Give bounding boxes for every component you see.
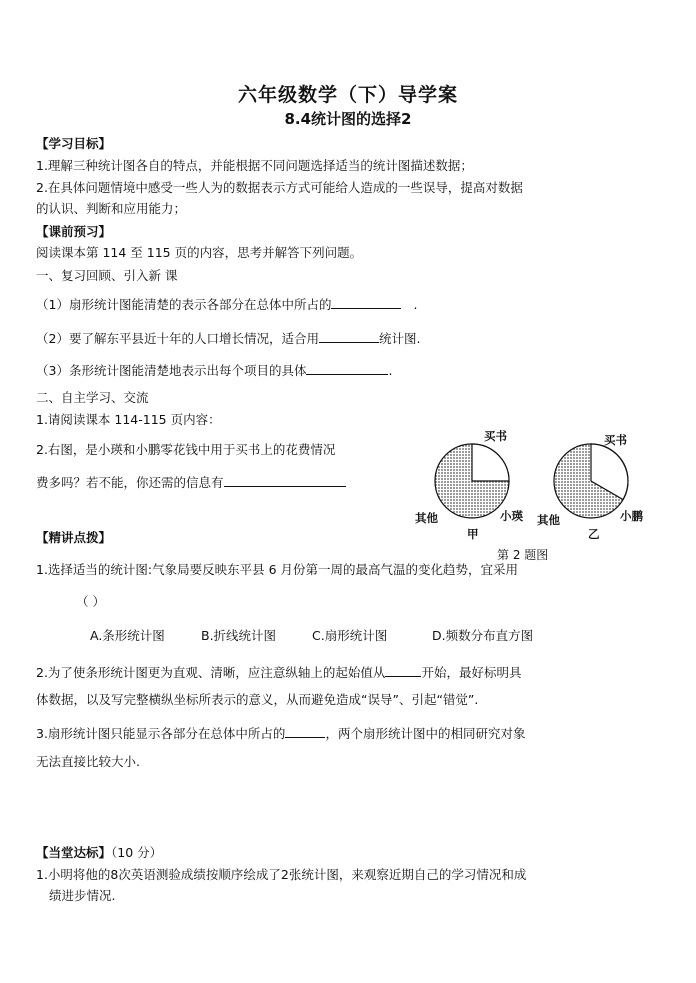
pie-jia-slice-books: [472, 444, 509, 481]
lecture-question-2-line-1: [36, 662, 521, 681]
pie-jia: [435, 444, 509, 518]
goals-item-2: 2.在具体问题情境中感受一些人为的数据表示方式可能给人造成的一些误导，提高对数据: [36, 180, 523, 195]
lq3-suffix: ，两个扇形统计图中的相同研究对象: [325, 726, 526, 741]
test-question-1-line-1: 1.小明将他的8次英语测验成绩按顺序绘成了2张统计图，来观察近期自己的学习情况和成: [36, 867, 527, 882]
pie-jia-label-other: 其他: [415, 511, 438, 525]
lq3-blank[interactable]: [285, 723, 325, 738]
lq3-text: 3.扇形统计图只能显示各部分在总体中所占的: [36, 726, 286, 741]
test-question-1-line-2: 绩进步情况.: [49, 888, 116, 903]
pie-yi-label-books: 买书: [604, 433, 627, 447]
test-points: （10 分）: [111, 845, 163, 860]
lecture-question-1-paren: （ ）: [76, 594, 105, 609]
test-header: [36, 843, 162, 861]
q2-suffix: 统计图.: [378, 331, 421, 346]
lecture-question-2-line-2: 体数据，以及写完整横纵坐标所表示的意义，从而避免造成“误导”、引起“错觉”.: [36, 692, 479, 707]
option-d[interactable]: D.频数分布直方图: [432, 628, 534, 643]
option-b[interactable]: B.折线统计图: [201, 628, 277, 643]
preview-section-2: 二、自主学习、交流: [36, 390, 149, 405]
lecture-question-3-line-2: 无法直接比较大小.: [36, 754, 140, 769]
option-c[interactable]: C.扇形统计图: [312, 628, 388, 643]
preview-question-1: [36, 294, 417, 313]
s2-item2-text: 费多吗？若不能，你还需的信息有: [36, 475, 224, 490]
pie-jia-label-id: 甲: [467, 527, 479, 541]
q3-blank[interactable]: [306, 360, 388, 375]
preview-intro: 阅读课本第 114 至 115 页的内容，思考并解答下列问题。: [36, 245, 363, 260]
lq2-blank[interactable]: [385, 662, 421, 677]
section-2-item-2-line-1: 2.右图，是小瑛和小鹏零花钱中用于买书上的花费情况: [36, 442, 336, 457]
s2-item2-blank[interactable]: [224, 472, 346, 487]
goals-item-3: 的认识、判断和应用能力；: [36, 201, 187, 216]
section-2-item-2-line-2: [36, 472, 346, 491]
pie-yi-label-id: 乙: [588, 527, 600, 541]
pie-jia-label-books: 买书: [484, 429, 507, 443]
option-a[interactable]: A.条形统计图: [90, 628, 165, 643]
pie-yi-label-other: 其他: [537, 513, 560, 527]
pie-jia-label-name: 小瑛: [500, 509, 523, 523]
goals-header: 【学习目标】: [36, 136, 112, 151]
q3-text: （3）条形统计图能清楚地表示出每个项目的具体: [36, 363, 307, 378]
lq2-text: 2.为了使条形统计图更为直观、清晰，应注意纵轴上的起始值从: [36, 665, 386, 680]
figure-caption: 第 2 题图: [497, 548, 549, 562]
q2-blank[interactable]: [319, 328, 379, 343]
preview-header: 【课前预习】: [36, 224, 112, 239]
lecture-question-3-line-1: [36, 723, 525, 742]
goals-item-1: 1.理解三种统计图各自的特点，并能根据不同问题选择适当的统计图描述数据；: [36, 158, 473, 173]
pie-yi-label-name: 小鹏: [620, 509, 643, 523]
section-2-item-1: 1.请阅读课本 114-115 页内容：: [36, 412, 221, 427]
preview-question-3: [36, 360, 392, 379]
preview-section-1: 一、复习回顾、引入新 课: [36, 268, 178, 283]
test-header-label: 【当堂达标】: [36, 845, 112, 860]
page-title: 六年级数学（下）导学案: [237, 84, 458, 106]
q2-text: （2）要了解东平县近十年的人口增长情况，适合用: [36, 331, 319, 346]
q1-blank[interactable]: [331, 294, 401, 309]
q1-text: （1）扇形统计图能清楚的表示各部分在总体中所占的: [36, 297, 332, 312]
lecture-question-1: 1.选择适当的统计图:气象局要反映东平县 6 月份第一周的最高气温的变化趋势，宜采用: [36, 562, 519, 577]
lq2-suffix: 开始，最好标明具: [421, 665, 522, 680]
pie-yi: [554, 444, 628, 518]
q1-period: .: [413, 297, 418, 312]
page-subtitle: 8.4统计图的选择2: [284, 110, 412, 128]
q3-period: .: [388, 363, 393, 378]
lecture-header: 【精讲点拨】: [36, 530, 112, 545]
preview-question-2: [36, 328, 420, 347]
